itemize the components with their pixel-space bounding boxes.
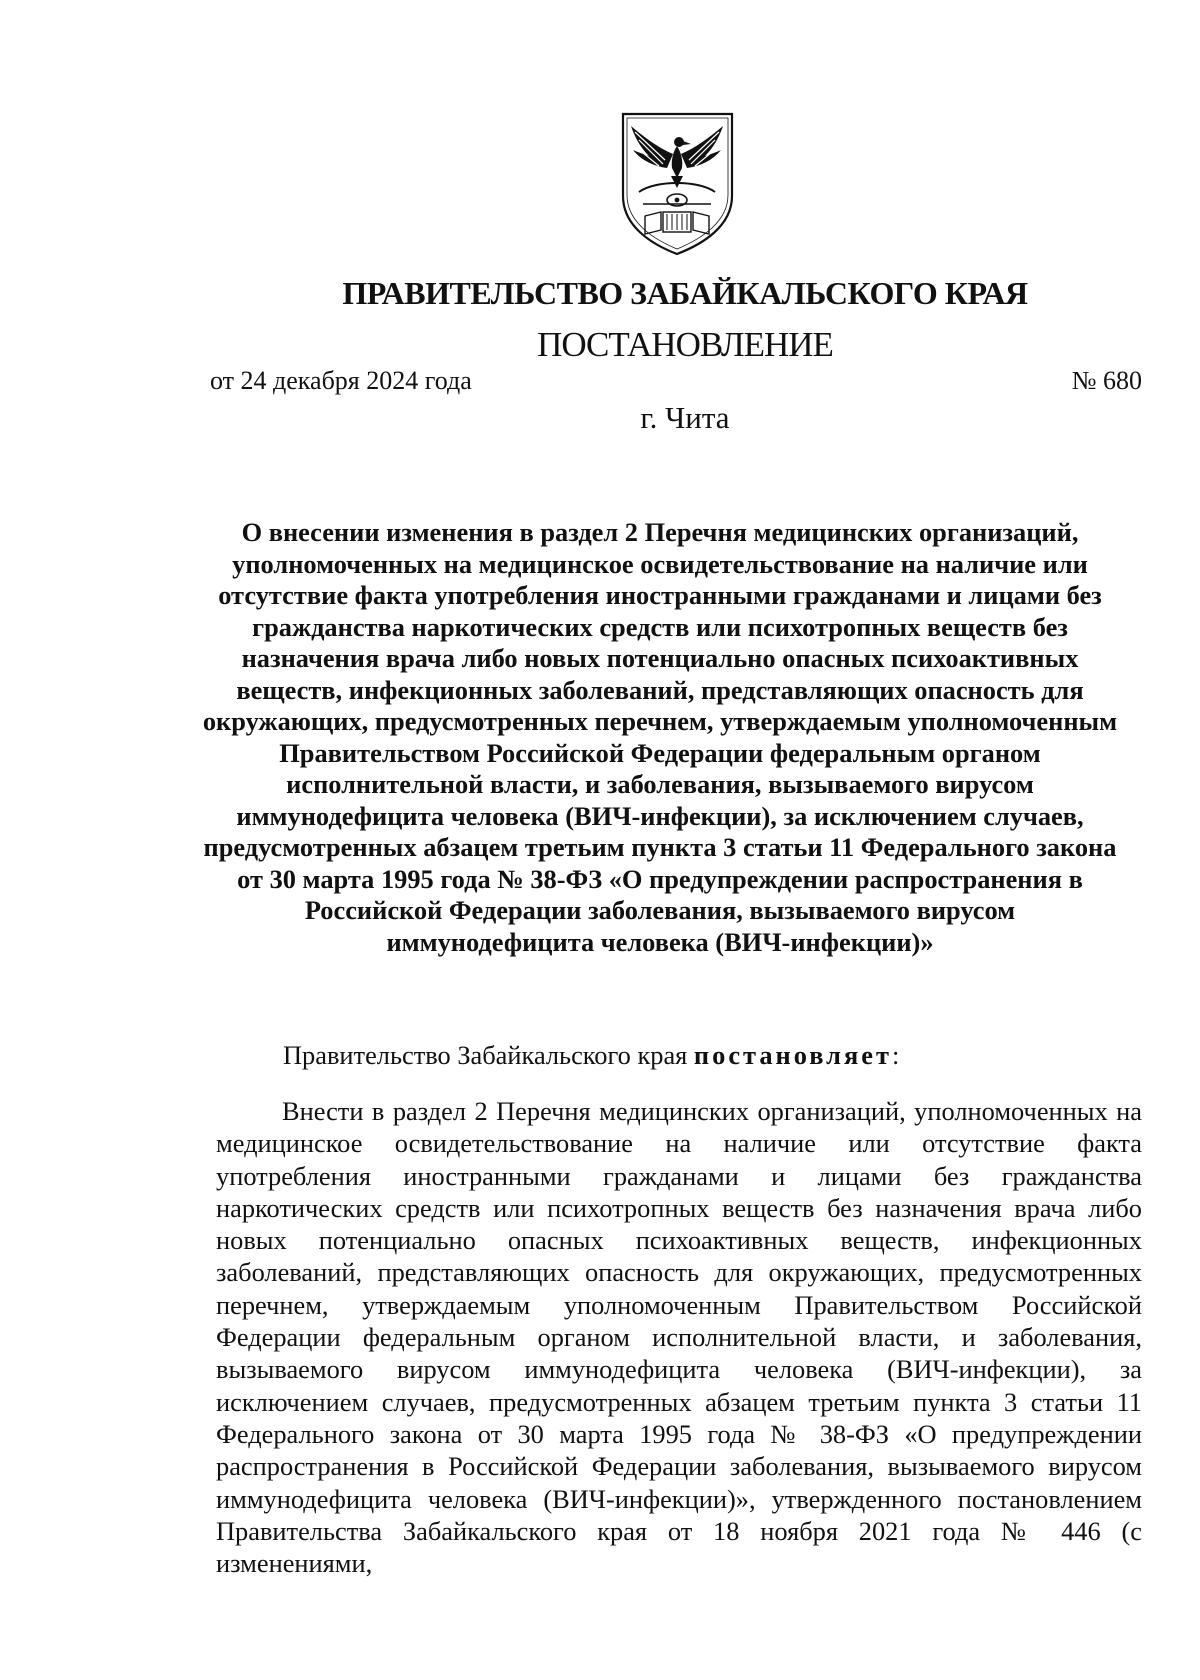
preamble-verb: постановляет: [693, 1040, 892, 1070]
preamble: [283, 1040, 899, 1071]
document-title: О внесении изменения в раздел 2 Перечня медицинских организаций, уполномоченных на медицинское освидетельствование на наличие или отсутствие факта употребления иностранными гражданами и лицами без гражданства наркотических средств или психотропных веществ без назначения врача либо новых потенциально опасных психоактивных веществ, инфекционных заболеваний, представляющих опасность для окружающих, предусмотренных перечнем, утверждаемым уполномоченным Правительством Российской Федерации федеральным органом исполнительной власти, и заболевания, вызываемого вирусом иммунодефицита человека (ВИЧ-инфекции), за исключением случаев, предусмотренных абзацем третьим пункта 3 статьи 11 Федерального закона от 30 марта 1995 года № 38-ФЗ «О предупреждении распространения в Российской Федерации заболевания, вызываемого вирусом иммунодефицита человека (ВИЧ-инфекции)»: [202, 517, 1118, 957]
coat-of-arms-icon: [615, 108, 740, 258]
preamble-subject: Правительство Забайкальского края: [283, 1040, 694, 1070]
preamble-suffix: :: [891, 1040, 900, 1070]
government-name: ПРАВИТЕЛЬСТВО ЗАБАЙКАЛЬСКОГО КРАЯ: [342, 275, 1028, 311]
document-date: от 24 декабря 2024 года: [210, 366, 472, 395]
body-paragraph: Внести в раздел 2 Перечня медицинских организаций, уполномоченных на медицинское освидетельствование на наличие или отсутствие факта употребления иностранными гражданами и лицами без гражданства наркотических средств или психотропных веществ без назначения врача либо новых потенциально опасных психоактивных веществ, инфекционных заболеваний, представляющих опасность для окружающих, предусмотренных перечнем, утверждаемым уполномоченным Правительством Российской Федерации федеральным органом исполнительной власти, и заболевания, вызываемого вирусом иммунодефицита человека (ВИЧ-инфекции), за исключением случаев, предусмотренных абзацем третьим пункта 3 статьи 11 Федерального закона от 30 марта 1995 года № 38-ФЗ «О предупреждении распространения в Российской Федерации заболевания, вызываемого вирусом иммунодефицита человека (ВИЧ-инфекции)», утвержденного постановлением Правительства Забайкальского края от 18 ноября 2021 года № 446 (с изменениями,: [216, 1096, 1142, 1579]
document-type: ПОСТАНОВЛЕНИЕ: [537, 325, 833, 364]
document-city: г. Чита: [640, 400, 730, 435]
document-number: № 680: [1071, 366, 1142, 395]
